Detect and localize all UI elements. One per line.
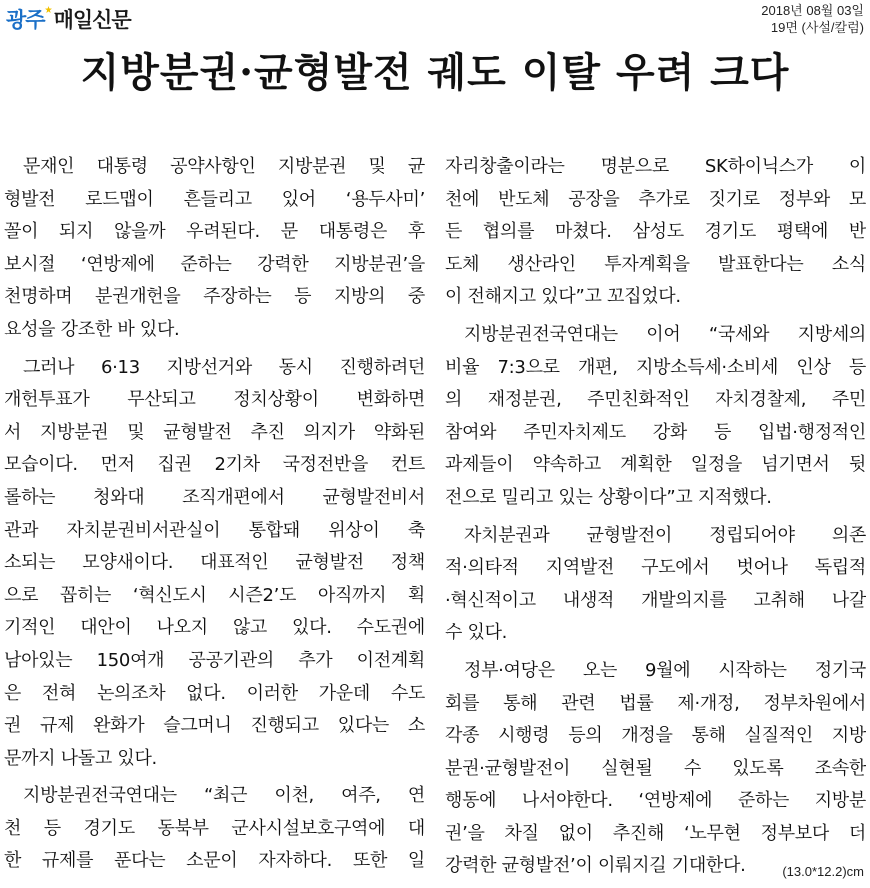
paragraph [445, 655, 866, 883]
text-line: 자리창출이라는 명분으로 SK하이닉스가 이 [445, 156, 866, 177]
text-line: 적·의타적 지역발전 구도에서 벗어나 독립적 [445, 557, 866, 579]
text-line: 롤하는 청와대 조직개편에서 균형발전비서 [4, 486, 425, 508]
text-line: 자치분권과 균형발전이 정립되어야 의존 [464, 524, 866, 546]
text-line: 분권·균형발전이 실현될 수 있도록 조속한 [445, 757, 866, 779]
masthead-name: 매일신문 [53, 8, 131, 32]
text-line: 지방분권전국연대는 “최근 이천, 여주, 연 [23, 785, 425, 807]
text-line: 형발전 로드맵이 흔들리고 있어 ‘용두사미’ [4, 188, 425, 210]
text-line: 서 지방분권 및 균형발전 추진 의지가 약화된 [4, 421, 425, 443]
text-line: 권’을 차질 없이 추진해 ‘노무현 정부보다 더 [445, 822, 866, 844]
text-line: 문까지 나돌고 있다. [4, 747, 157, 769]
text-line: 정부·여당은 오는 9월에 시작하는 정기국 [464, 659, 866, 681]
text-line: 기적인 대안이 나오지 않고 있다. 수도권에 [4, 617, 425, 639]
text-line: 행동에 나서야한다. ‘연방제에 준하는 지방분 [445, 790, 866, 812]
text-line: 소되는 모양새이다. 대표적인 균형발전 정책 [4, 552, 425, 574]
text-line: 든 협의를 마쳤다. 삼성도 경기도 평택에 반 [445, 221, 866, 243]
text-line: 비율 7:3으로 개편, 지방소득세·소비세 인상 등 [445, 356, 866, 378]
text-line: 관과 자치분권비서관실이 통합돼 위상이 축 [4, 519, 425, 541]
text-line: 그러나 6·13 지방선거와 동시 진행하려던 [23, 356, 425, 378]
text-line: 모습이다. 먼저 집권 2기차 국정전반을 컨트 [4, 454, 425, 476]
text-line: 이 전해지고 있다”고 꼬집었다. [445, 286, 681, 308]
text-line: 문재인 대통령 공약사항인 지방분권 및 균 [23, 156, 425, 177]
text-line: 보시절 ‘연방제에 준하는 강력한 지방분권’을 [4, 253, 425, 275]
text-line: 과제들이 약속하고 계획한 일정을 넘기면서 뒷 [445, 454, 866, 476]
text-line: 회를 통해 관련 법률 제·개정, 정부차원에서 [445, 692, 866, 714]
text-line: 천명하며 분권개헌을 주장하는 등 지방의 중 [4, 286, 425, 308]
text-line: 으로 꼽히는 ‘혁신도시 시즌2’도 아직까지 획 [4, 584, 425, 606]
text-line: 의 재정분권, 주민친화적인 자치경찰제, 주민 [445, 389, 866, 411]
text-line: 요성을 강조한 바 있다. [4, 318, 180, 340]
column-left [4, 151, 425, 883]
text-line: 전으로 밀리고 있는 상황이다”고 지적했다. [445, 486, 772, 508]
text-line: 개헌투표가 무산되고 정치상황이 변화하면 [4, 389, 425, 411]
text-line: 수 있다. [445, 622, 508, 644]
publication-date: 2018년 08월 03일 [761, 3, 864, 18]
newspaper-masthead [6, 4, 131, 34]
text-line: 남아있는 150여개 공공기관의 추가 이전계획 [4, 649, 425, 671]
paragraph [4, 780, 425, 878]
paragraph [445, 520, 866, 650]
star-icon [45, 6, 52, 13]
paragraph [445, 319, 866, 515]
text-line: 권 규제 완화가 슬그머니 진행되고 있다는 소 [4, 715, 425, 737]
paragraph [4, 151, 425, 347]
text-line: 은 전혀 논의조차 없다. 이러한 가운데 수도 [4, 682, 425, 704]
paragraph [445, 151, 866, 314]
article-headline: 지방분권·균형발전 궤도 이탈 우려 크다 [80, 49, 790, 96]
article-size-note: (13.0*12.2)cm [782, 864, 864, 879]
text-line: 천 등 경기도 동북부 군사시설보호구역에 대 [4, 817, 425, 839]
text-line: ·혁신적이고 내생적 개발의지를 고취해 나갈 [445, 589, 866, 611]
text-line: 강력한 균형발전’이 이뤄지길 기대한다. [445, 855, 746, 877]
paragraph [4, 352, 425, 776]
masthead-region: 광주 [6, 8, 45, 32]
text-line: 도체 생산라인 투자계획을 발표한다는 소식 [445, 253, 866, 275]
text-line: 한 규제를 푼다는 소문이 자자하다. 또한 일 [4, 850, 425, 872]
page-section: 19면 (사설/칼럼) [770, 20, 864, 35]
text-line: 각종 시행령 등의 개정을 통해 실질적인 지방 [445, 725, 866, 747]
text-line: 참여와 주민자치제도 강화 등 입법·행정적인 [445, 421, 866, 443]
text-line: 천에 반도체 공장을 추가로 짓기로 정부와 모 [445, 188, 866, 210]
text-line: 꼴이 되지 않을까 우려된다. 문 대통령은 후 [4, 221, 425, 243]
column-right [445, 151, 866, 888]
dateline [761, 2, 864, 36]
text-line: 지방분권전국연대는 이어 “국세와 지방세의 [464, 323, 866, 345]
